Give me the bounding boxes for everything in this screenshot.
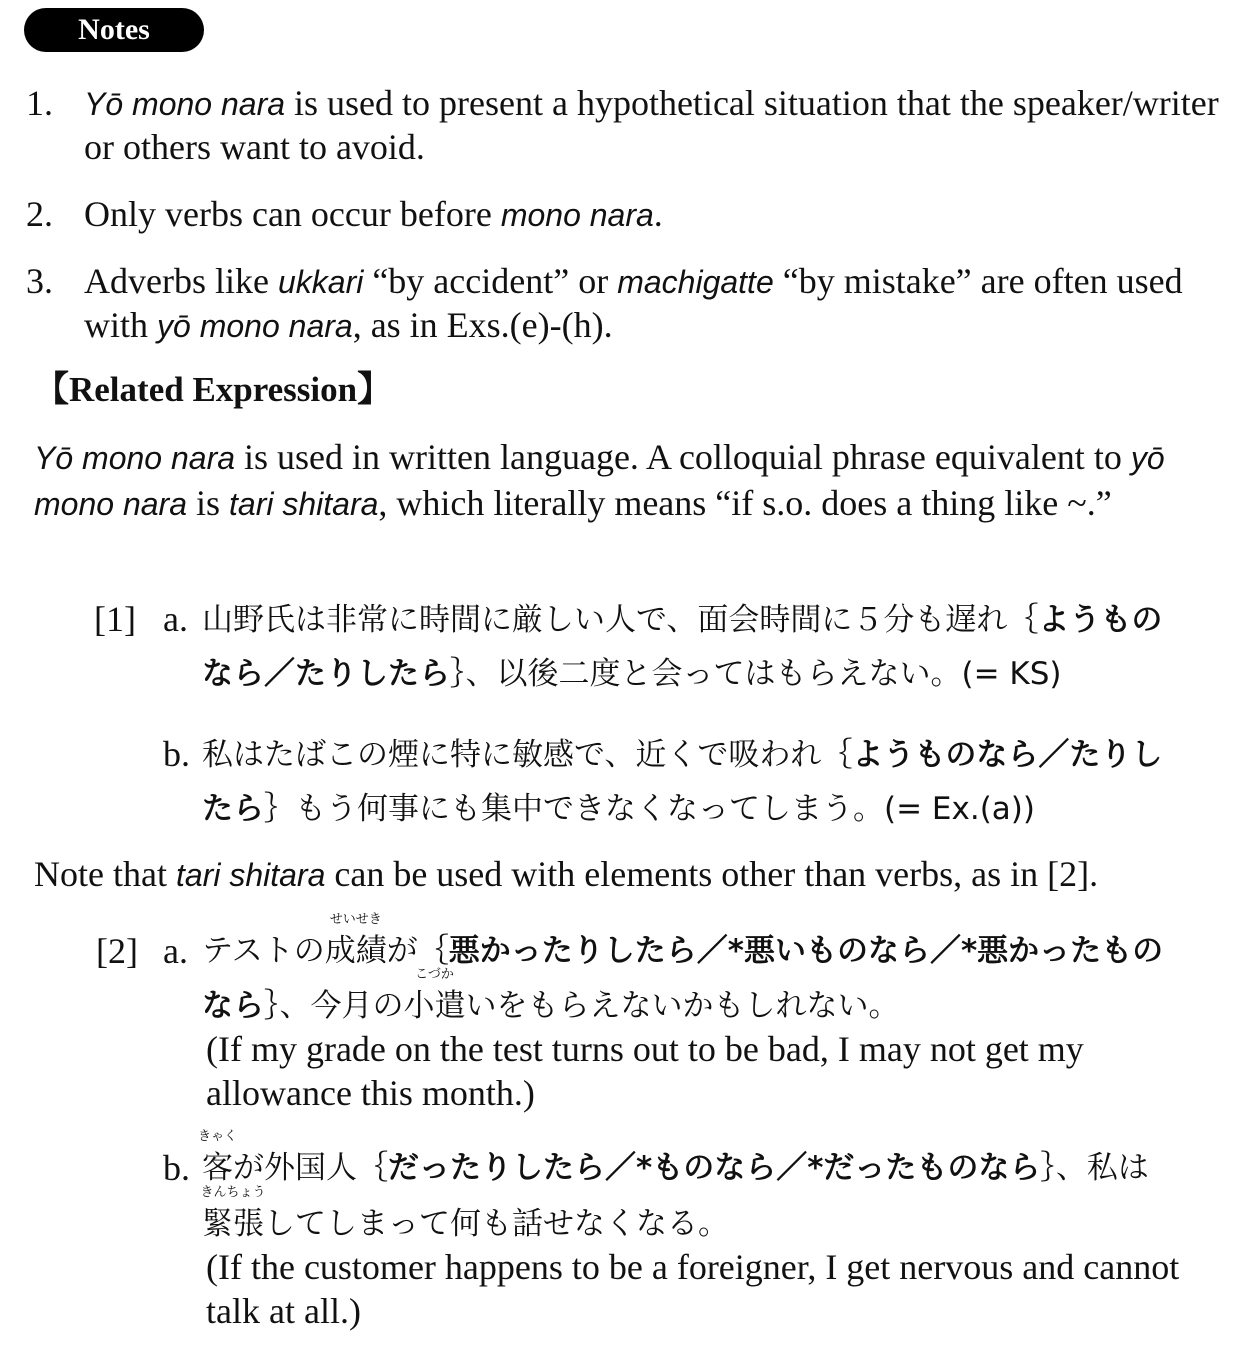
- ruby-seiseki-reading: せいせき: [329, 912, 382, 927]
- example-1b-bold-2: たら: [202, 791, 264, 827]
- ruby-kincho-base: 緊張: [202, 1206, 264, 1242]
- ruby-kyaku-base: 客: [202, 1150, 233, 1186]
- example-1a-letter: a.: [163, 599, 188, 639]
- note-3-number: 3.: [26, 261, 53, 301]
- note-3-post: , as in Exs.(e)-(h).: [352, 305, 613, 345]
- example-2a-line-2: [202, 967, 900, 1025]
- ruby-seiseki: [324, 912, 387, 970]
- example-1a-bold-1: ようもの: [1038, 602, 1163, 638]
- note-2-text: [84, 193, 1224, 237]
- note-that-term: tari shitara: [175, 857, 326, 893]
- example-1b-line-2: [202, 783, 1035, 828]
- example-1b-bold-1: ようものなら／たりし: [852, 737, 1163, 773]
- note-2-pre: Only verbs can occur before: [84, 194, 501, 234]
- note-3-mid2: “by mistake” are often used with: [84, 261, 1183, 345]
- example-1a-line-1: [202, 594, 1162, 639]
- ruby-kozukai: [403, 967, 466, 1025]
- note-that-post: can be used with elements other than verbs, as in [2].: [325, 854, 1099, 894]
- intro-mid-1: is used in written language. A colloquial phrase equivalent to: [235, 437, 1131, 477]
- example-1a-pre: 山野氏は非常に時間に厳しい人で、面会時間に５分も遅れ｛: [202, 602, 1039, 638]
- example-2b-post-2: してしまって何も話せなくなる。: [264, 1206, 729, 1242]
- example-2a-translation: (If my grade on the test turns out to be bad, I may not get my allowance this month.): [206, 1029, 1084, 1113]
- note-1-number: 1.: [26, 83, 53, 123]
- note-1-rest: is used to present a hypothetical situation that the speaker/writer or others want to avoid.: [84, 83, 1219, 167]
- ruby-kyaku-reading: きゃく: [197, 1129, 238, 1144]
- ruby-seiseki-base: 成績: [324, 933, 387, 969]
- example-2b-translation: (If the customer happens to be a foreigner, I get nervous and cannot talk at all.): [206, 1247, 1180, 1331]
- example-2a-line-1: [202, 912, 1164, 970]
- related-intro-paragraph: [34, 435, 1224, 527]
- note-2-post: .: [653, 194, 663, 234]
- note-that-pre: Note that: [34, 854, 176, 894]
- intro-post: , which literally means “if s.o. does a thing like ~.”: [378, 483, 1112, 523]
- example-1b-pre: 私はたばこの煙に特に敏感で、近くで吸われ｛: [202, 737, 853, 773]
- intro-term-2: yō mono nara: [34, 440, 1165, 522]
- ruby-kincho: [200, 1185, 266, 1243]
- note-that-paragraph: [34, 852, 1224, 898]
- example-2b-letter: b.: [163, 1148, 190, 1188]
- example-1b-line-1: [202, 729, 1162, 774]
- related-expression-heading: 【Related Expression】: [34, 370, 393, 409]
- note-3-term-machigatte: machigatte: [617, 264, 774, 300]
- example-2a-bold-1: 悪かったりしたら／*悪いものなら／*悪かったもの: [448, 933, 1164, 969]
- example-2a-mid-2: ｝、今月の: [264, 988, 404, 1024]
- example-1-number: [1]: [94, 599, 136, 639]
- ruby-kozukai-reading: こづか: [415, 967, 454, 982]
- example-2a-letter: a.: [163, 931, 188, 971]
- example-2b-post-1: ｝、私は: [1040, 1150, 1149, 1186]
- note-1-text: [84, 82, 1224, 169]
- example-1a-post: ｝、以後二度と会ってはもらえない。(= KS): [450, 656, 1062, 692]
- note-3-pre: Adverbs like: [84, 261, 278, 301]
- example-2a-pre: テストの: [202, 933, 325, 969]
- note-3-text: [84, 260, 1224, 348]
- note-3-term-yo-mono-nara: yō mono nara: [157, 308, 353, 344]
- example-2a-bold-2: なら: [202, 988, 264, 1024]
- note-1-term: Yō mono nara: [84, 86, 286, 122]
- note-2-number: 2.: [26, 194, 53, 234]
- example-2b-line-1: [197, 1129, 1149, 1187]
- example-1b-letter: b.: [163, 734, 190, 774]
- example-2b-bold: だったりしたら／*ものなら／*だったものなら: [388, 1150, 1041, 1186]
- intro-term-1: Yō mono nara: [34, 440, 236, 476]
- example-2a-post: いをもらえないかもしれない。: [465, 988, 900, 1024]
- example-1b-post: ｝もう何事にも集中できなくなってしまう。(= Ex.(a)): [264, 791, 1035, 827]
- note-2-term: mono nara: [500, 197, 654, 233]
- notes-badge: Notes: [24, 8, 204, 52]
- example-2a-mid: が｛: [386, 933, 449, 969]
- example-2-number: [2]: [96, 931, 138, 971]
- example-2b-line-2: [200, 1185, 729, 1243]
- intro-mid-2: is: [186, 483, 229, 523]
- example-1a-bold-2: なら／たりしたら: [202, 656, 450, 692]
- ruby-kincho-reading: きんちょう: [200, 1185, 266, 1200]
- example-2b-mid: が外国人｛: [233, 1150, 388, 1186]
- ruby-kozukai-base: 小遣: [403, 988, 466, 1024]
- intro-term-3: tari shitara: [229, 486, 379, 522]
- note-3-mid1: “by accident” or: [363, 261, 618, 301]
- note-3-term-ukkari: ukkari: [277, 264, 364, 300]
- example-1a-line-2: [202, 648, 1062, 693]
